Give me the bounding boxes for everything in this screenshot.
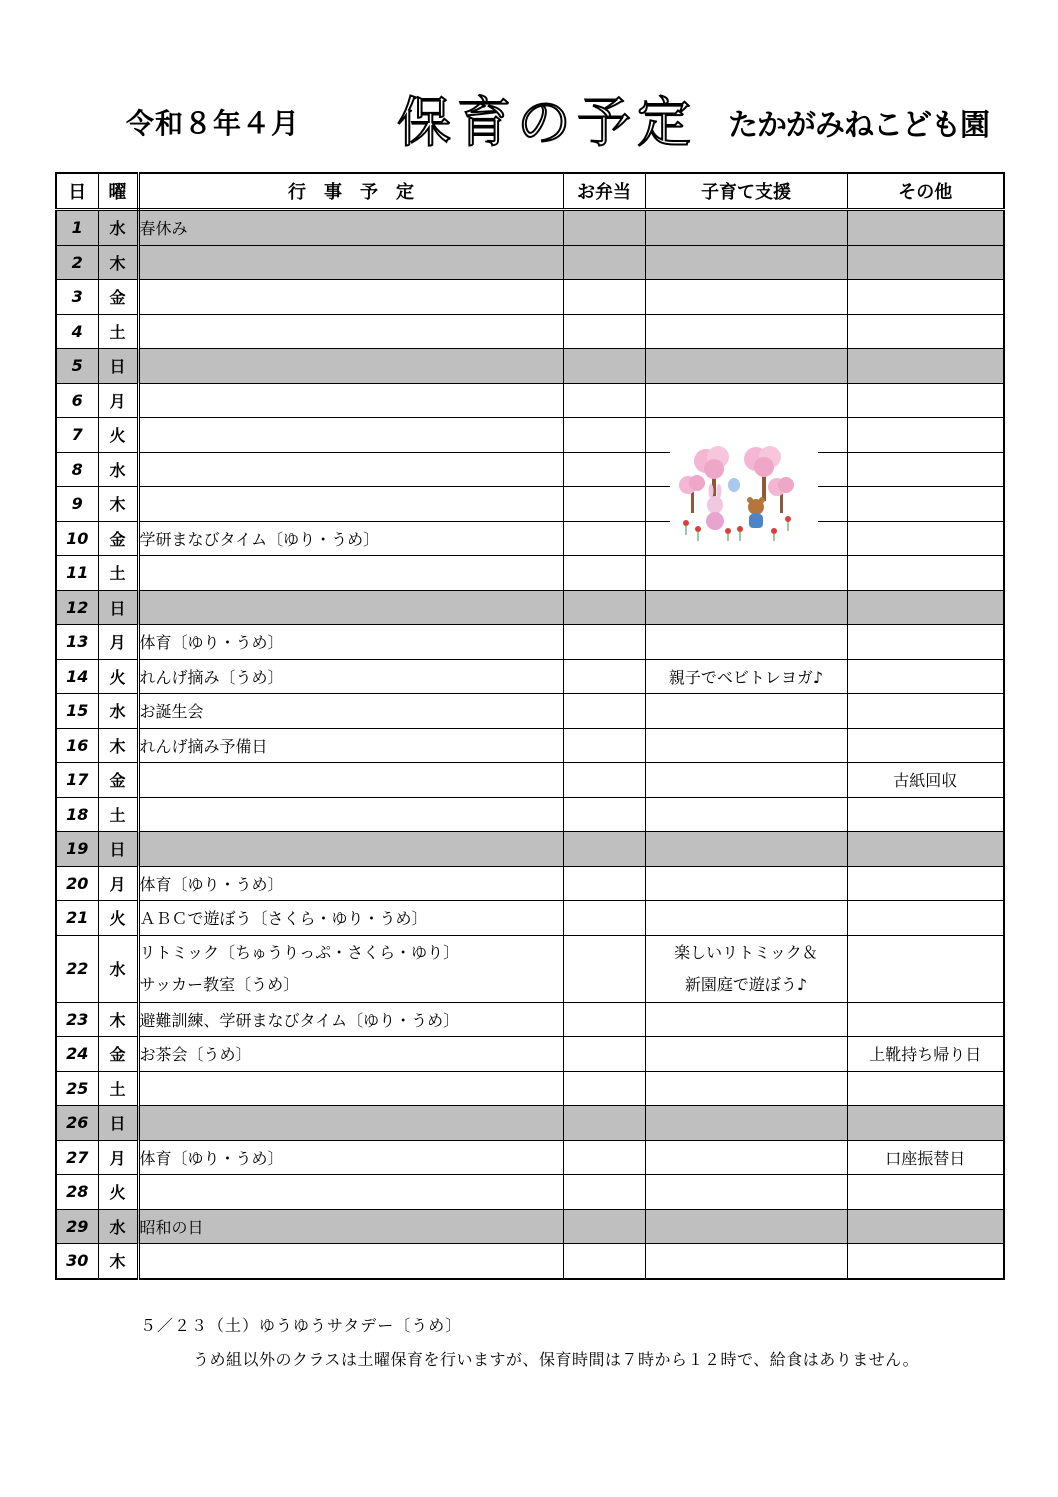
- weekday-cell: 土: [98, 314, 138, 349]
- table-row: [56, 1209, 1004, 1244]
- col-header-day: 日: [56, 173, 98, 210]
- col-header-other: その他: [847, 173, 1004, 210]
- other-cell: [847, 383, 1004, 418]
- weekday-cell: 土: [98, 797, 138, 832]
- day-cell: 25: [56, 1071, 98, 1106]
- table-row: [56, 383, 1004, 418]
- event-cell: 体育〔ゆり・うめ〕: [138, 625, 563, 660]
- event-cell: [138, 590, 563, 625]
- event-cell: [138, 832, 563, 867]
- lunchbox-cell: [563, 280, 645, 315]
- other-cell: 古紙回収: [847, 763, 1004, 798]
- weekday-cell: 火: [98, 901, 138, 936]
- other-cell: [847, 694, 1004, 729]
- day-cell: 18: [56, 797, 98, 832]
- weekday-cell: 月: [98, 1140, 138, 1175]
- support-cell: 親子でベビトレヨガ♪: [645, 659, 847, 694]
- table-row: [56, 1140, 1004, 1175]
- lunchbox-cell: [563, 349, 645, 384]
- weekday-cell: 木: [98, 1244, 138, 1279]
- event-cell: [138, 556, 563, 591]
- day-cell: 11: [56, 556, 98, 591]
- other-cell: [847, 418, 1004, 453]
- lunchbox-cell: [563, 866, 645, 901]
- table-row: [56, 728, 1004, 763]
- weekday-cell: 土: [98, 556, 138, 591]
- day-cell: 12: [56, 590, 98, 625]
- other-cell: [847, 590, 1004, 625]
- event-cell: [138, 797, 563, 832]
- day-cell: 3: [56, 280, 98, 315]
- event-cell: 避難訓練、学研まなびタイム〔ゆり・うめ〕: [138, 1002, 563, 1037]
- weekday-cell: 木: [98, 245, 138, 280]
- other-cell: 上靴持ち帰り日: [847, 1037, 1004, 1072]
- lunchbox-cell: [563, 1002, 645, 1037]
- other-cell: [847, 1244, 1004, 1279]
- other-cell: [847, 314, 1004, 349]
- other-cell: [847, 1209, 1004, 1244]
- weekday-cell: 日: [98, 590, 138, 625]
- weekday-cell: 水: [98, 452, 138, 487]
- table-row: [56, 1002, 1004, 1037]
- support-cell: [645, 1175, 847, 1210]
- weekday-cell: 火: [98, 1175, 138, 1210]
- day-cell: 29: [56, 1209, 98, 1244]
- note-line-2: うめ組以外のクラスは土曜保育を行いますが、保育時間は７時から１２時で、給食はありません。: [193, 1350, 920, 1369]
- event-cell: [138, 383, 563, 418]
- support-cell: [645, 556, 847, 591]
- weekday-cell: 木: [98, 487, 138, 522]
- other-cell: [847, 521, 1004, 556]
- table-row: [56, 659, 1004, 694]
- weekday-cell: 金: [98, 763, 138, 798]
- table-row: [56, 210, 1004, 246]
- other-cell: [847, 935, 1004, 1002]
- event-line: サッカー教室〔うめ〕: [139, 974, 300, 994]
- day-cell: 21: [56, 901, 98, 936]
- support-cell: [645, 1037, 847, 1072]
- other-cell: [847, 1106, 1004, 1141]
- event-cell: [138, 763, 563, 798]
- other-cell: [847, 556, 1004, 591]
- event-cell: 体育〔ゆり・うめ〕: [138, 1140, 563, 1175]
- other-cell: [847, 659, 1004, 694]
- support-cell: [645, 314, 847, 349]
- lunchbox-cell: [563, 728, 645, 763]
- support-cell: [645, 763, 847, 798]
- event-cell: [138, 1175, 563, 1210]
- event-cell: ＡＢＣで遊ぼう〔さくら・ゆり・うめ〕: [138, 901, 563, 936]
- weekday-cell: 火: [98, 418, 138, 453]
- table-row: [56, 1244, 1004, 1279]
- table-row: [56, 487, 1004, 522]
- support-cell: [645, 280, 847, 315]
- other-cell: [847, 797, 1004, 832]
- table-row: [56, 590, 1004, 625]
- lunchbox-cell: [563, 901, 645, 936]
- other-cell: [847, 832, 1004, 867]
- day-cell: 30: [56, 1244, 98, 1279]
- event-cell: [138, 314, 563, 349]
- table-row: [56, 797, 1004, 832]
- cherry-blossom-animals-icon: [670, 443, 818, 543]
- other-cell: 口座振替日: [847, 1140, 1004, 1175]
- weekday-cell: 水: [98, 210, 138, 246]
- lunchbox-cell: [563, 797, 645, 832]
- weekday-cell: 金: [98, 280, 138, 315]
- other-cell: [847, 245, 1004, 280]
- lunchbox-cell: [563, 832, 645, 867]
- event-cell: 春休み: [138, 210, 563, 246]
- support-cell: [645, 210, 847, 246]
- event-cell: [138, 1106, 563, 1141]
- weekday-cell: 金: [98, 1037, 138, 1072]
- note-line-1: ５／２３（土）ゆうゆうサタデー〔うめ〕: [140, 1316, 463, 1335]
- lunchbox-cell: [563, 245, 645, 280]
- support-line: 楽しいリトミック＆: [674, 942, 818, 962]
- schedule-table: [55, 172, 1005, 1280]
- event-cell: 体育〔ゆり・うめ〕: [138, 866, 563, 901]
- day-cell: 28: [56, 1175, 98, 1210]
- lunchbox-cell: [563, 314, 645, 349]
- support-cell: [645, 728, 847, 763]
- day-cell: 15: [56, 694, 98, 729]
- weekday-cell: 月: [98, 866, 138, 901]
- page-header: [0, 78, 1058, 154]
- day-cell: 13: [56, 625, 98, 660]
- support-cell: [645, 866, 847, 901]
- day-cell: 24: [56, 1037, 98, 1072]
- lunchbox-cell: [563, 935, 645, 1002]
- support-cell: [645, 1209, 847, 1244]
- day-cell: 26: [56, 1106, 98, 1141]
- table-row: [56, 245, 1004, 280]
- weekday-cell: 水: [98, 935, 138, 1002]
- event-cell: れんげ摘み〔うめ〕: [138, 659, 563, 694]
- weekday-cell: 月: [98, 383, 138, 418]
- table-row: [56, 1106, 1004, 1141]
- table-row: [56, 625, 1004, 660]
- other-cell: [847, 1175, 1004, 1210]
- day-cell: 2: [56, 245, 98, 280]
- table-row: [56, 1037, 1004, 1072]
- event-cell: [138, 935, 563, 1002]
- table-row: [56, 452, 1004, 487]
- support-cell: [645, 625, 847, 660]
- day-cell: 23: [56, 1002, 98, 1037]
- table-row: [56, 694, 1004, 729]
- support-cell: [645, 1002, 847, 1037]
- day-cell: 9: [56, 487, 98, 522]
- other-cell: [847, 625, 1004, 660]
- event-cell: [138, 1071, 563, 1106]
- table-row: [56, 280, 1004, 315]
- lunchbox-cell: [563, 418, 645, 453]
- lunchbox-cell: [563, 625, 645, 660]
- other-cell: [847, 349, 1004, 384]
- school-name: たかがみねこども園: [728, 108, 989, 143]
- day-cell: 20: [56, 866, 98, 901]
- table-row: [56, 763, 1004, 798]
- event-cell: [138, 245, 563, 280]
- lunchbox-cell: [563, 1140, 645, 1175]
- day-cell: 17: [56, 763, 98, 798]
- other-cell: [847, 728, 1004, 763]
- table-row: [56, 901, 1004, 936]
- day-cell: 14: [56, 659, 98, 694]
- weekday-cell: 土: [98, 1071, 138, 1106]
- support-cell: [645, 1106, 847, 1141]
- lunchbox-cell: [563, 590, 645, 625]
- weekday-cell: 金: [98, 521, 138, 556]
- lunchbox-cell: [563, 659, 645, 694]
- header-date: 令和８年４月: [126, 107, 301, 140]
- schedule-body: [56, 210, 1004, 1279]
- page-title: 保育の予定: [397, 91, 697, 154]
- support-cell: [645, 349, 847, 384]
- event-line: リトミック〔ちゅうりっぷ・さくら・ゆり〕: [139, 942, 460, 962]
- day-cell: 1: [56, 210, 98, 246]
- event-cell: [138, 1244, 563, 1279]
- weekday-cell: 水: [98, 694, 138, 729]
- table-row: [56, 935, 1004, 1002]
- support-cell: [645, 901, 847, 936]
- col-header-lunchbox: お弁当: [563, 173, 645, 210]
- weekday-cell: 日: [98, 349, 138, 384]
- support-line: 新園庭で遊ぼう♪: [684, 974, 808, 994]
- support-cell: [645, 797, 847, 832]
- table-row: [56, 832, 1004, 867]
- day-cell: 27: [56, 1140, 98, 1175]
- other-cell: [847, 487, 1004, 522]
- weekday-cell: 水: [98, 1209, 138, 1244]
- other-cell: [847, 280, 1004, 315]
- day-cell: 22: [56, 935, 98, 1002]
- lunchbox-cell: [563, 452, 645, 487]
- other-cell: [847, 452, 1004, 487]
- day-cell: 8: [56, 452, 98, 487]
- support-cell: [645, 1140, 847, 1175]
- lunchbox-cell: [563, 1106, 645, 1141]
- day-cell: 5: [56, 349, 98, 384]
- col-header-events: 行 事 予 定: [138, 173, 563, 210]
- day-cell: 6: [56, 383, 98, 418]
- support-cell: [645, 1244, 847, 1279]
- weekday-cell: 日: [98, 832, 138, 867]
- lunchbox-cell: [563, 487, 645, 522]
- table-row: [56, 418, 1004, 453]
- table-row: [56, 521, 1004, 556]
- support-cell: [645, 383, 847, 418]
- lunchbox-cell: [563, 521, 645, 556]
- day-cell: 10: [56, 521, 98, 556]
- event-cell: 昭和の日: [138, 1209, 563, 1244]
- day-cell: 7: [56, 418, 98, 453]
- lunchbox-cell: [563, 1209, 645, 1244]
- lunchbox-cell: [563, 210, 645, 246]
- table-row: [56, 1071, 1004, 1106]
- other-cell: [847, 1002, 1004, 1037]
- lunchbox-cell: [563, 763, 645, 798]
- event-cell: [138, 349, 563, 384]
- support-cell: [645, 832, 847, 867]
- other-cell: [847, 901, 1004, 936]
- col-header-weekday: 曜: [98, 173, 138, 210]
- table-header-row: [56, 173, 1004, 210]
- other-cell: [847, 866, 1004, 901]
- table-row: [56, 556, 1004, 591]
- day-cell: 4: [56, 314, 98, 349]
- weekday-cell: 火: [98, 659, 138, 694]
- lunchbox-cell: [563, 556, 645, 591]
- lunchbox-cell: [563, 1037, 645, 1072]
- event-cell: お茶会〔うめ〕: [138, 1037, 563, 1072]
- weekday-cell: 木: [98, 1002, 138, 1037]
- support-cell: [645, 694, 847, 729]
- other-cell: [847, 1071, 1004, 1106]
- event-cell: [138, 280, 563, 315]
- support-cell: [645, 1071, 847, 1106]
- support-cell: [645, 590, 847, 625]
- support-cell: [645, 935, 847, 1002]
- lunchbox-cell: [563, 1244, 645, 1279]
- lunchbox-cell: [563, 1071, 645, 1106]
- col-header-parenting-support: 子育て支援: [645, 173, 847, 210]
- table-row: [56, 866, 1004, 901]
- weekday-cell: 木: [98, 728, 138, 763]
- lunchbox-cell: [563, 1175, 645, 1210]
- event-cell: 学研まなびタイム〔ゆり・うめ〕: [138, 521, 563, 556]
- day-cell: 16: [56, 728, 98, 763]
- table-row: [56, 1175, 1004, 1210]
- event-cell: [138, 487, 563, 522]
- weekday-cell: 日: [98, 1106, 138, 1141]
- lunchbox-cell: [563, 694, 645, 729]
- event-cell: [138, 418, 563, 453]
- table-row: [56, 314, 1004, 349]
- support-cell: [645, 245, 847, 280]
- table-row: [56, 349, 1004, 384]
- lunchbox-cell: [563, 383, 645, 418]
- day-cell: 19: [56, 832, 98, 867]
- event-cell: れんげ摘み予備日: [138, 728, 563, 763]
- event-cell: お誕生会: [138, 694, 563, 729]
- event-cell: [138, 452, 563, 487]
- weekday-cell: 月: [98, 625, 138, 660]
- other-cell: [847, 210, 1004, 246]
